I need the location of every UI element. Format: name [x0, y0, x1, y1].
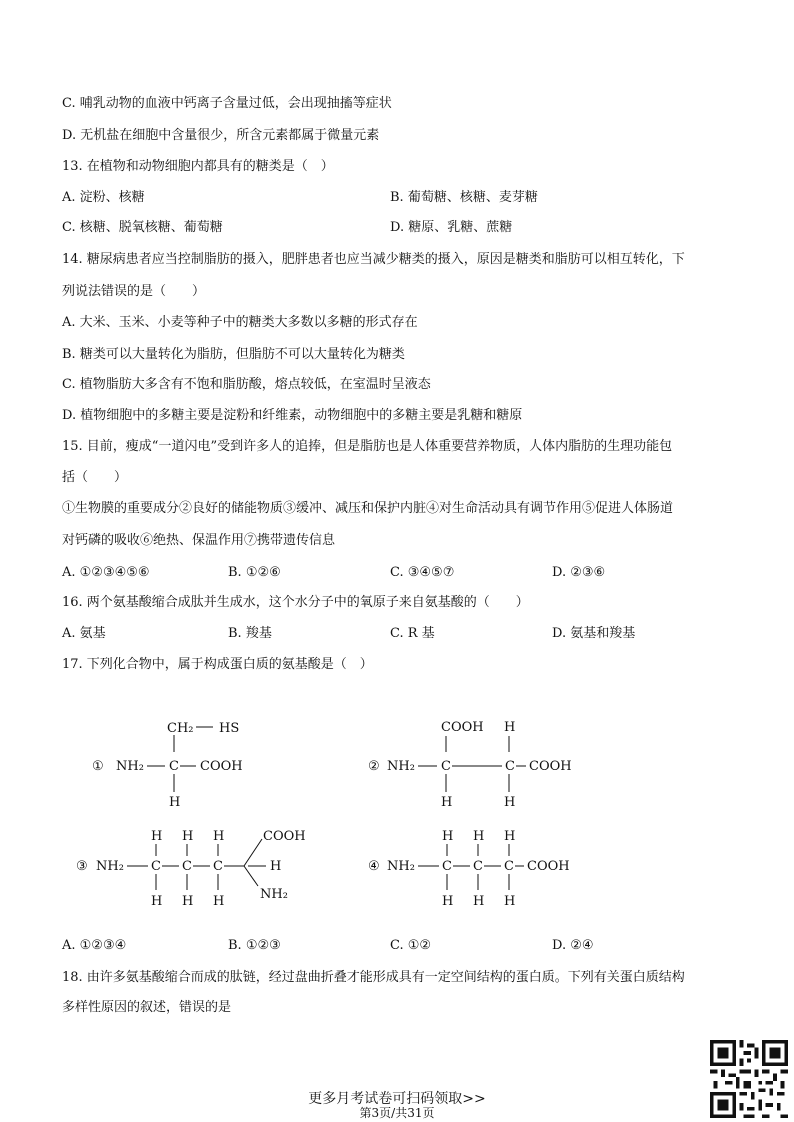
question-14-line2: 列说法错误的是（ ）: [62, 284, 206, 299]
question-15-line2: 括（ ）: [62, 470, 128, 485]
formula-3-nh2-branch: NH₂: [260, 887, 288, 902]
formula-1-hs: HS: [219, 721, 240, 736]
formula-1-cooh: COOH: [200, 759, 243, 774]
footer-promo[interactable]: 更多月考试卷可扫码领取>>: [308, 1091, 486, 1107]
formula-2-nh2: NH₂: [387, 759, 415, 774]
q15-option-a: A. ①②③④⑤⑥: [62, 565, 150, 580]
formula-3-number: ③: [76, 859, 88, 874]
formula-3-c2: C: [182, 859, 192, 874]
footer-page-number: 第3页/共31页: [359, 1106, 435, 1120]
q17-option-a: A. ①②③④: [62, 938, 127, 953]
q16-option-c: C. R 基: [390, 626, 435, 641]
formula-1-h-bottom: H: [169, 795, 181, 810]
q17-option-b: B. ①②③: [228, 938, 281, 953]
question-18-line2: 多样性原因的叙述，错误的是: [62, 1000, 232, 1015]
q14-option-a: A. 大米、玉米、小麦等种子中的糖类大多数以多糖的形式存在: [62, 315, 418, 330]
question-18-line1: 18. 由许多氨基酸缩合而成的肽链，经过盘曲折叠才能形成具有一定空间结构的蛋白质。下列有关蛋白质结构: [62, 970, 685, 985]
question-17: 17. 下列化合物中，属于构成蛋白质的氨基酸是（ ）: [62, 657, 373, 672]
formula-4-cooh: COOH: [527, 859, 570, 874]
formula-3-h-top-1: H: [151, 829, 163, 844]
formula-2-cooh-top: COOH: [441, 720, 484, 735]
formula-2-cooh: COOH: [529, 759, 572, 774]
formula-4-nh2: NH₂: [387, 859, 415, 874]
q16-option-b: B. 羧基: [228, 626, 272, 641]
q15-option-c: C. ③④⑤⑦: [390, 565, 455, 580]
q14-option-c: C. 植物脂肪大多含有不饱和脂肪酸，熔点较低，在室温时呈液态: [62, 377, 431, 392]
q13-option-d: D. 糖原、乳糖、蔗糖: [390, 220, 513, 235]
formula-2: [368, 720, 572, 810]
line-d-inorganic-salt: D. 无机盐在细胞中含量很少，所含元素都属于微量元素: [62, 128, 380, 143]
q17-option-d: D. ②④: [552, 938, 594, 953]
q14-option-d: D. 植物细胞中的多糖主要是淀粉和纤维素，动物细胞中的多糖主要是乳糖和糖原: [62, 408, 523, 423]
formula-1-ch2: CH₂: [167, 721, 194, 736]
formula-3-h-bottom-1: H: [151, 894, 163, 909]
q16-option-a: A. 氨基: [62, 626, 106, 641]
formula-2-c1: C: [441, 759, 451, 774]
q14-option-b: B. 糖类可以大量转化为脂肪，但脂肪不可以大量转化为糖类: [62, 347, 405, 362]
formula-1-c: C: [169, 759, 179, 774]
q13-option-c: C. 核糖、脱氧核糖、葡萄糖: [62, 220, 223, 235]
formula-4-c3: C: [504, 859, 514, 874]
q16-option-d: D. 氨基和羧基: [552, 626, 636, 641]
line-c-blood-calcium: C. 哺乳动物的血液中钙离子含量过低，会出现抽搐等症状: [62, 96, 392, 111]
question-15-line4: 对钙磷的吸收⑥绝热、保温作用⑦携带遗传信息: [62, 533, 336, 548]
question-16: 16. 两个氨基酸缩合成肽并生成水，这个水分子中的氧原子来自氨基酸的（ ）: [62, 595, 529, 610]
formula-3-nh2: NH₂: [96, 859, 124, 874]
formula-3-h-top-3: H: [213, 829, 225, 844]
formula-1-nh2: NH₂: [116, 759, 144, 774]
question-15-line3: ①生物膜的重要成分②良好的储能物质③缓冲、减压和保护内脏④对生命活动具有调节作用⑤促进人体肠道: [62, 501, 674, 516]
formula-4-h-bottom-1: H: [442, 894, 454, 909]
formula-3-cooh: COOH: [263, 829, 306, 844]
formula-2-h-top: H: [504, 720, 516, 735]
formula-4-h-top-1: H: [442, 829, 454, 844]
formula-4-h-top-3: H: [504, 829, 516, 844]
q13-option-a: A. 淀粉、核糖: [62, 190, 145, 205]
formula-2-h-bottom-2: H: [504, 795, 516, 810]
formula-4-h-bottom-3: H: [504, 894, 516, 909]
formula-2-number: ②: [368, 759, 380, 774]
q13-option-b: B. 葡萄糖、核糖、麦芽糖: [390, 190, 538, 205]
q15-option-d: D. ②③⑥: [552, 565, 606, 580]
formula-3: [76, 829, 306, 909]
formula-4-c2: C: [473, 859, 483, 874]
q17-option-c: C. ①②: [390, 938, 432, 953]
formula-2-h-bottom-1: H: [441, 795, 453, 810]
question-14-line1: 14. 糖尿病患者应当控制脂肪的摄入，肥胖患者也应当减少糖类的摄入，原因是糖类和脂肪可以相互转化，下: [62, 252, 685, 267]
formula-3-c3: C: [213, 859, 223, 874]
formula-1-number: ①: [92, 759, 104, 774]
formula-4-c1: C: [442, 859, 452, 874]
formula-4-h-top-2: H: [473, 829, 485, 844]
formula-3-h-top-2: H: [182, 829, 194, 844]
formula-3-c1: C: [151, 859, 161, 874]
formula-4-h-bottom-2: H: [473, 894, 485, 909]
formula-4: [368, 829, 570, 909]
question-13: 13. 在植物和动物细胞内都具有的糖类是（ ）: [62, 159, 334, 174]
formula-3-h-bottom-3: H: [213, 894, 225, 909]
formula-1: [92, 721, 243, 810]
formula-2-c2: C: [505, 759, 515, 774]
question-15-line1: 15. 目前，瘦成“一道闪电”受到许多人的追捧，但是脂肪也是人体重要营养物质，人体内脂肪的生理功能包: [62, 439, 673, 454]
formula-3-h-right: H: [270, 859, 282, 874]
q15-option-b: B. ①②⑥: [228, 565, 281, 580]
formula-4-number: ④: [368, 859, 380, 874]
formula-3-h-bottom-2: H: [182, 894, 194, 909]
